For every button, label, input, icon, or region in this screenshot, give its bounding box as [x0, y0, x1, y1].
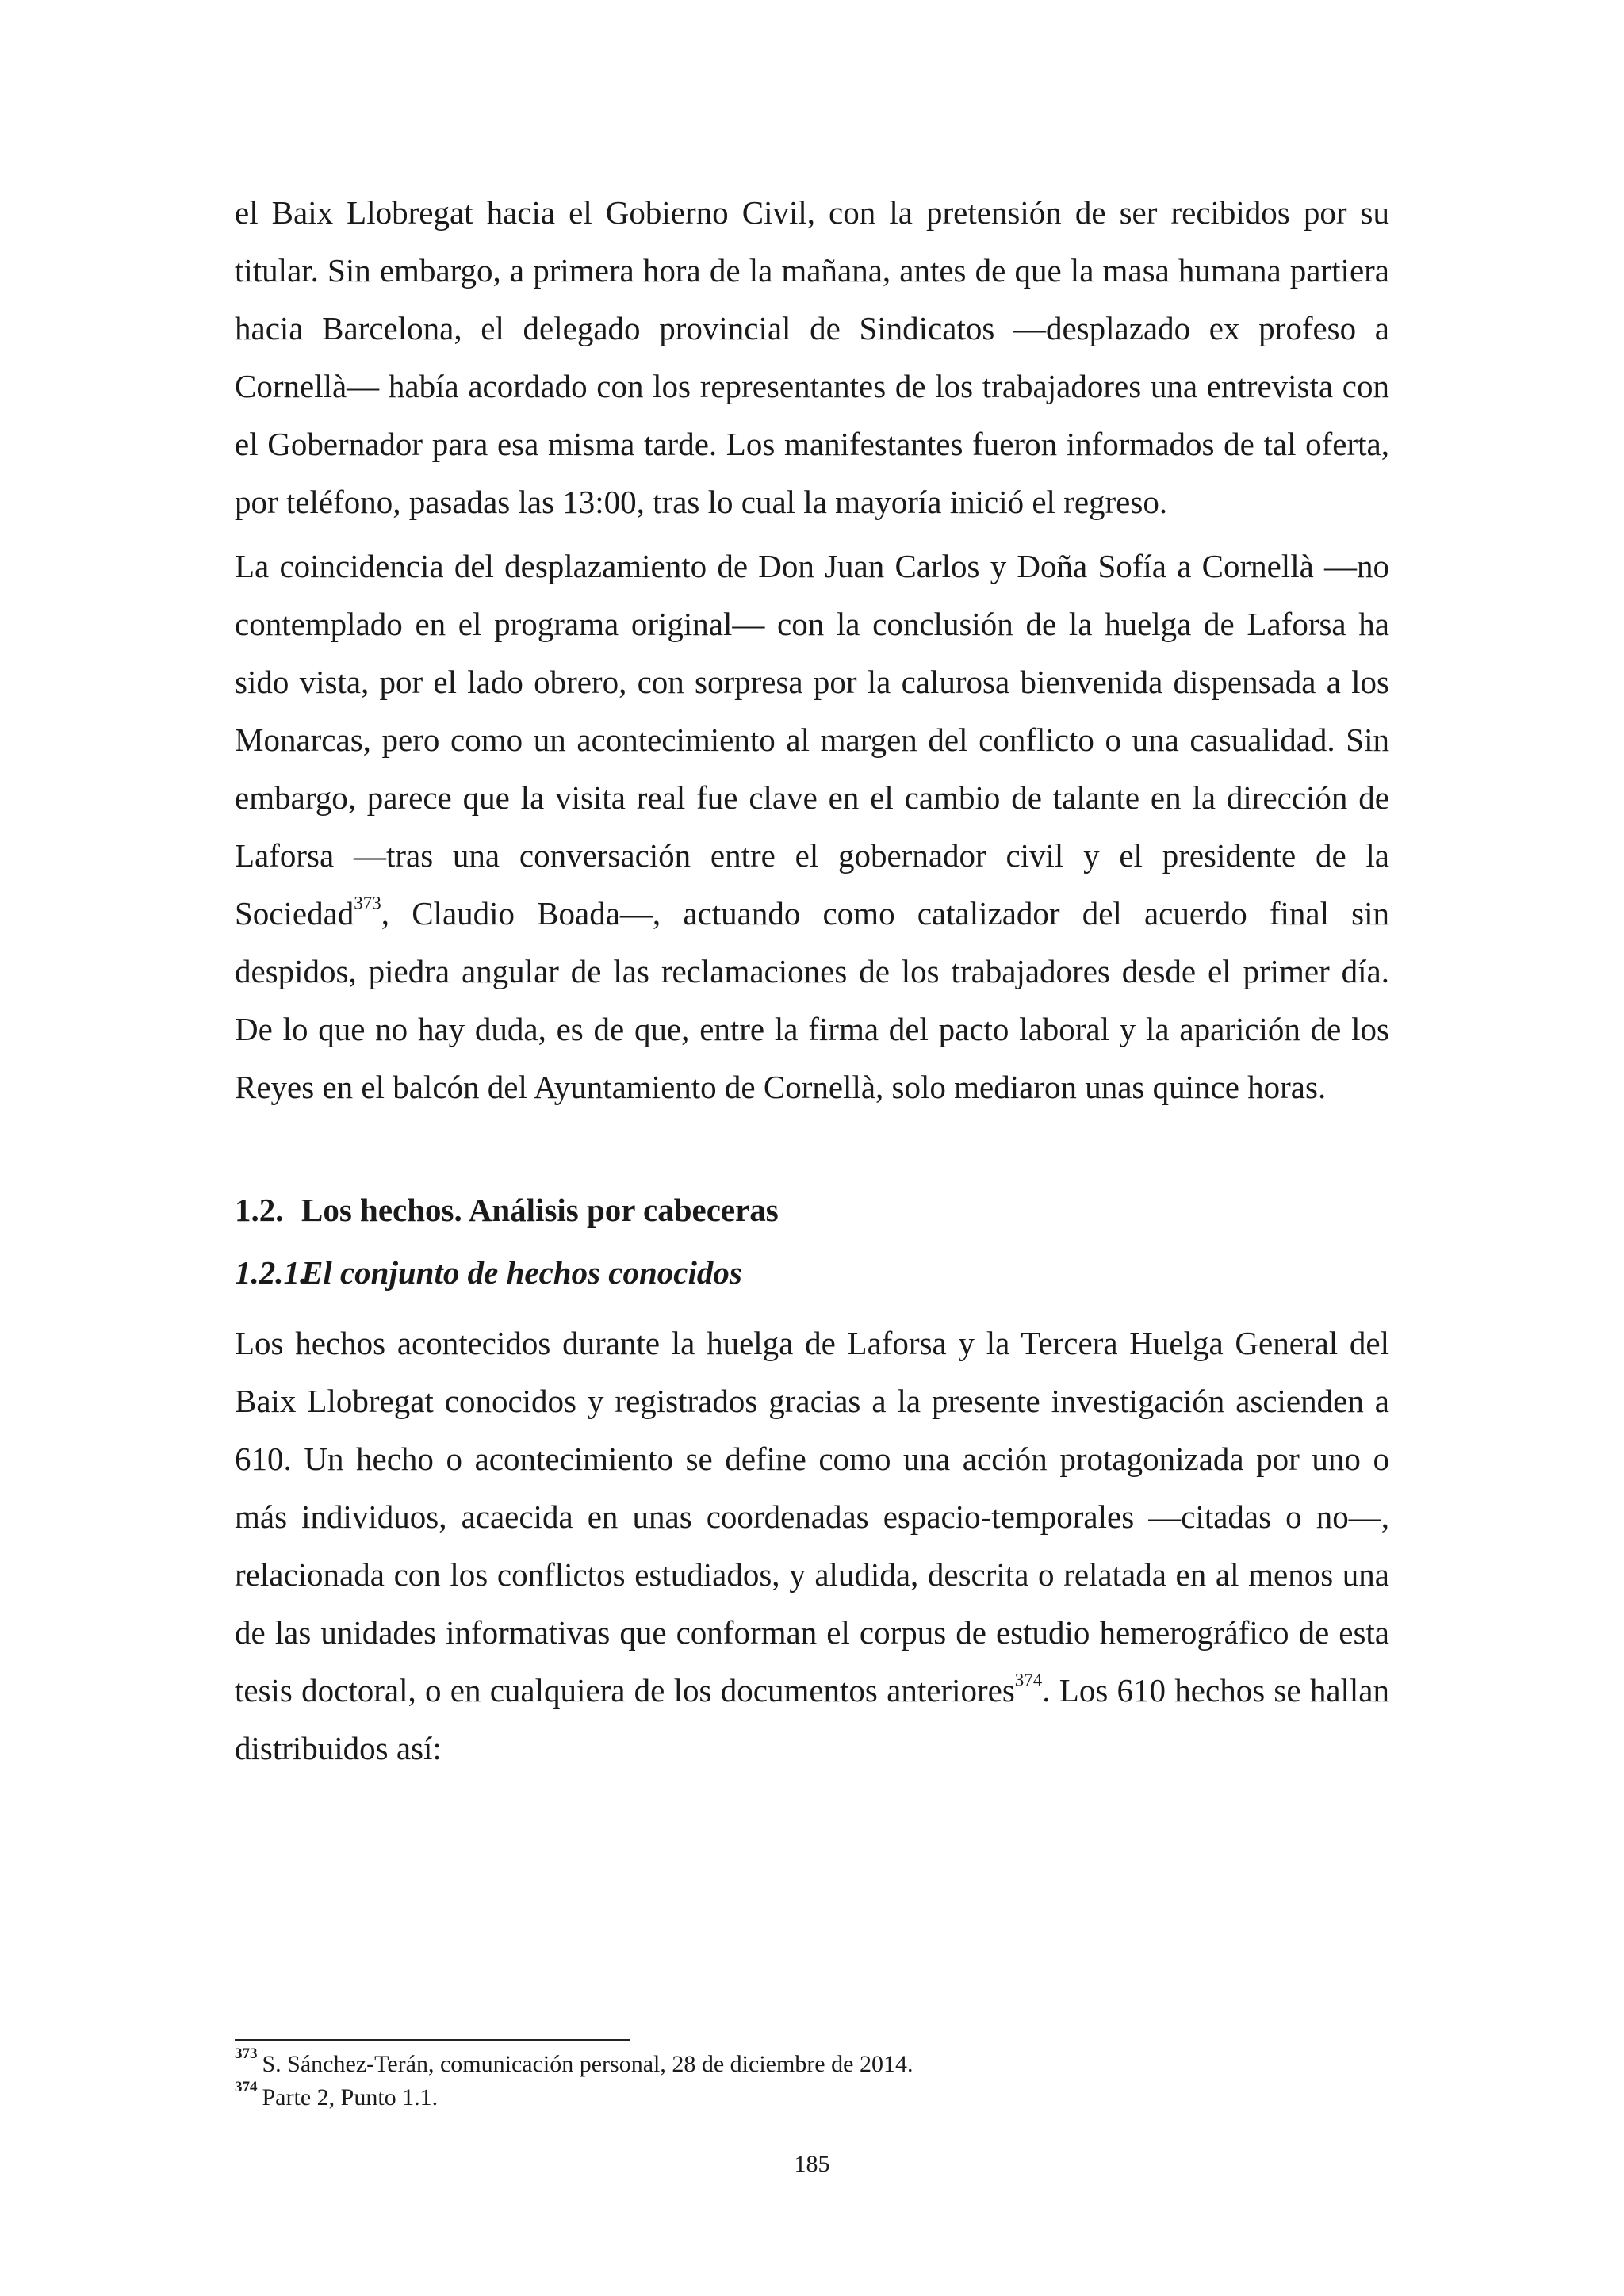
subsection-title: El conjunto de hechos conocidos [301, 1254, 742, 1291]
paragraph-2 [235, 538, 1389, 1116]
page-number: 185 [794, 2151, 830, 2177]
footnote-separator [235, 2039, 630, 2041]
section-number: 1.2. [235, 1192, 284, 1228]
paragraph-1-text: el Baix Llobregat hacia el Gobierno Civil, con la pretensión de ser recibidos por su titular. Sin embargo, a primera hora de la mañana, antes de que la masa humana partiera hacia Barcelona, el delegado provincial de Sindicatos —desplazado ex profeso a Cornellà— había acordado con los representantes de los trabajadores una entrevista con el Gobernador para esa misma tarde. Los manifestantes fueron informados de tal oferta, por teléfono, pasadas las 13:00, tras lo cual la mayoría inició el regreso. [235, 194, 1389, 520]
footnote-374 [235, 2078, 439, 2114]
subsection-number: 1.2.1. [235, 1254, 308, 1291]
footnote-reference-374[interactable]: 374 [1014, 1670, 1043, 1690]
footnote-mark: 373 [235, 2045, 258, 2062]
paragraph-3 [235, 1314, 1389, 1777]
footnote-mark: 374 [235, 2078, 258, 2095]
footnote-373 [235, 2045, 914, 2080]
section-title: Los hechos. Análisis por cabeceras [301, 1192, 779, 1228]
paragraph-3-text-b: . Los 610 hechos se hallan distribuidos así: [235, 1672, 1389, 1766]
paragraph-2-text-b: , Claudio Boada—, actuando como catalizador del acuerdo final sin despidos, piedra angular de las reclamaciones de los trabajadores desde el primer día. De lo que no hay duda, es de que, entre la firma del pacto laboral y la aparición de los Reyes en el balcón del Ayuntamiento de Cornellà, solo mediaron unas quince horas. [235, 895, 1389, 1105]
paragraph-2-text-a: La coincidencia del desplazamiento de Don Juan Carlos y Doña Sofía a Cornellà —no contemplado en el programa original— con la conclusión de la huelga de Laforsa ha sido vista, por el lado obrero, con sorpresa por la calurosa bienvenida dispensada a los Monarcas, pero como un acontecimiento al margen del conflicto o una casualidad. Sin embargo, parece que la visita real fue clave en el cambio de talante en la dirección de Laforsa —tras una conversación entre el gobernador civil y el presidente de la Sociedad [235, 548, 1389, 932]
footnote-text: Parte 2, Punto 1.1. [262, 2084, 439, 2110]
section-heading [235, 1186, 779, 1234]
subsection-heading [235, 1249, 742, 1296]
footnote-reference-373[interactable]: 373 [354, 893, 381, 913]
paragraph-3-text-a: Los hechos acontecidos durante la huelga de Laforsa y la Tercera Huelga General del Baix Llobregat conocidos y registrados gracias a la presente investigación ascienden a 610. Un hecho o acontecimiento se define como una acción protagonizada por uno o más individuos, acaecida en unas coordenadas espacio-temporales —citadas o no—, relacionada con los conflictos estudiados, y aludida, descrita o relatada en al menos una de las unidades informativas que conforman el corpus de estudio hemerográfico de esta tesis doctoral, o en cualquiera de los documentos anteriores [235, 1325, 1389, 1709]
footnote-text: S. Sánchez-Terán, comunicación personal, 28 de diciembre de 2014. [262, 2051, 914, 2077]
paragraph-1 [235, 184, 1389, 531]
